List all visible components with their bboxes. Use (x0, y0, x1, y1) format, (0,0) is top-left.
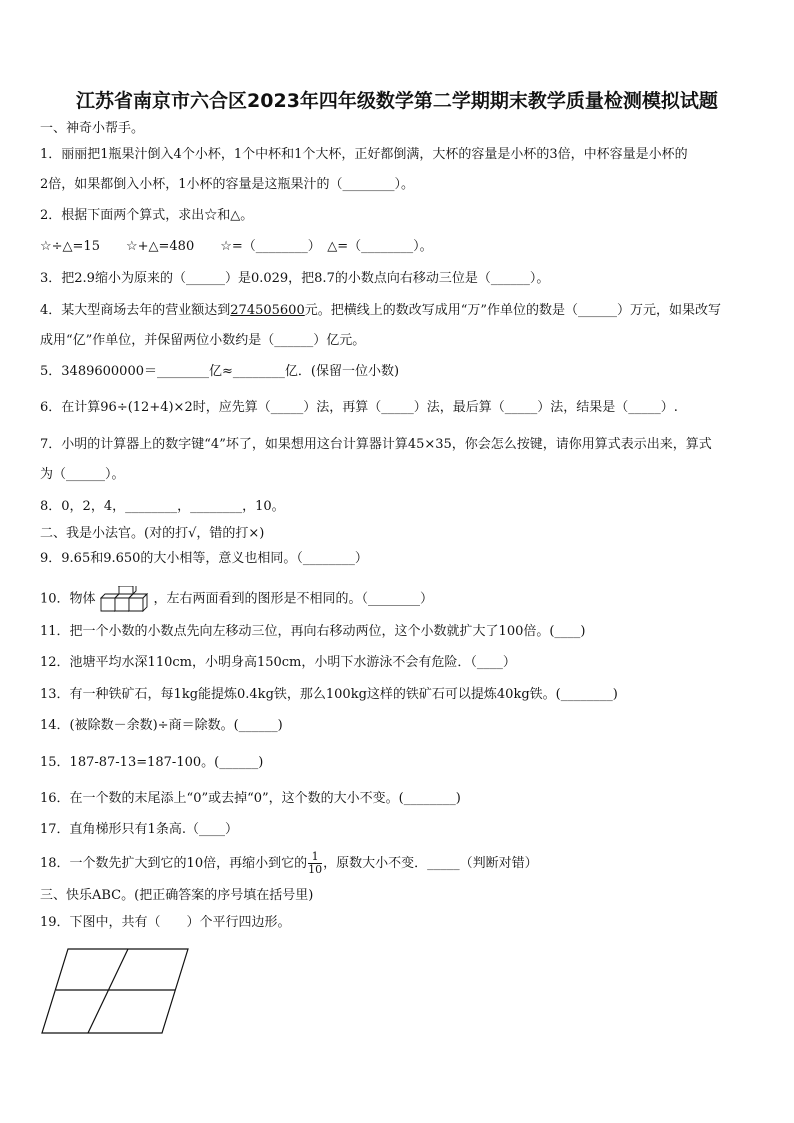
question-14: 14．(被除数－余数)÷商＝除数。(______) (40, 718, 283, 733)
parallelogram-grid-figure (40, 946, 190, 1036)
question-6: 6．在计算96÷(12+4)×2时，应先算（_____）法，再算（_____）法，最后算（_____）法，结果是（_____）. (40, 400, 678, 415)
question-18-text-pre: 18．一个数先扩大到它的10倍，再缩小到它的 (40, 856, 308, 871)
page-title: 江苏省南京市六合区2023年四年级数学第二学期期末教学质量检测模拟试题 (76, 90, 718, 112)
question-2-line-2: ☆÷△=15 ☆+△=480 ☆=（________） △=（________）。 (40, 239, 433, 254)
question-7-line-1: 7．小明的计算器上的数字键“4”坏了，如果想用这台计算器计算45×35，你会怎么按键，请你用算式表示出来，算式 (40, 437, 712, 452)
question-4-line-2: 成用“亿”作单位，并保留两位小数约是（______）亿元。 (40, 333, 366, 348)
question-16: 16．在一个数的末尾添上“0”或去掉“0”，这个数的大小不变。(________) (40, 791, 461, 806)
question-4-line-1 (40, 302, 721, 320)
cubes-object-figure (97, 586, 153, 612)
question-10-text-post: ，左右两面看到的图形是不相同的。（________） (153, 591, 434, 607)
question-18 (40, 851, 538, 876)
fraction-denominator: 10 (308, 863, 323, 876)
fraction-one-tenth (308, 851, 322, 876)
question-17: 17．直角梯形只有1条高.（____） (40, 822, 238, 837)
question-4-text-post: 元。把横线上的数改写成用“万”作单位的数是（______）万元，如果改写 (304, 303, 722, 318)
question-13: 13．有一种铁矿石，每1kg能提炼0.4kg铁，那么100kg这样的铁矿石可以提炼40kg铁。(________) (40, 687, 618, 702)
question-18-text-post: ，原数大小不变．_____（判断对错） (323, 856, 538, 871)
section-2-heading: 二、我是小法官。(对的打√，错的打×) (40, 526, 265, 541)
question-10-text-pre: 10．物体 (40, 591, 96, 607)
question-4-text-pre: 4．某大型商场去年的营业额达到 (40, 303, 231, 318)
question-1-line-1: 1．丽丽把1瓶果汁倒入4个小杯，1个中杯和1个大杯，正好都倒满，大杯的容量是小杯的3倍，中杯容量是小杯的 (40, 147, 688, 162)
question-11: 11．把一个小数的小数点先向左移动三位，再向右移动两位，这个小数就扩大了100倍。(____) (40, 624, 586, 639)
question-3: 3．把2.9缩小为原来的（______）是0.029，把8.7的小数点向右移动三位是（______）。 (40, 271, 550, 286)
question-10 (40, 586, 433, 612)
question-1-line-2: 2倍，如果都倒入小杯，1小杯的容量是这瓶果汁的（________）。 (40, 177, 415, 192)
section-3-heading: 三、快乐ABC。(把正确答案的序号填在括号里) (40, 888, 314, 903)
question-8: 8．0，2，4，________，________，10。 (40, 499, 285, 514)
section-1-heading: 一、神奇小帮手。 (40, 121, 145, 136)
question-4-number: 274505600 (230, 303, 305, 318)
question-7-line-2: 为（______）。 (40, 467, 125, 482)
question-15: 15．187-87-13=187-100。(______) (40, 755, 264, 770)
question-9: 9．9.65和9.650的大小相等，意义也相同。（________） (40, 551, 368, 566)
fraction-numerator: 1 (308, 851, 322, 864)
question-19: 19．下图中，共有（ ）个平行四边形。 (40, 915, 291, 930)
question-5: 5．3489600000＝________亿≈________亿．(保留一位小数) (40, 364, 400, 379)
question-2-line-1: 2．根据下面两个算式，求出☆和△。 (40, 208, 254, 223)
question-12: 12．池塘平均水深110cm，小明身高150cm，小明下水游泳不会有危险．（____） (40, 655, 516, 670)
